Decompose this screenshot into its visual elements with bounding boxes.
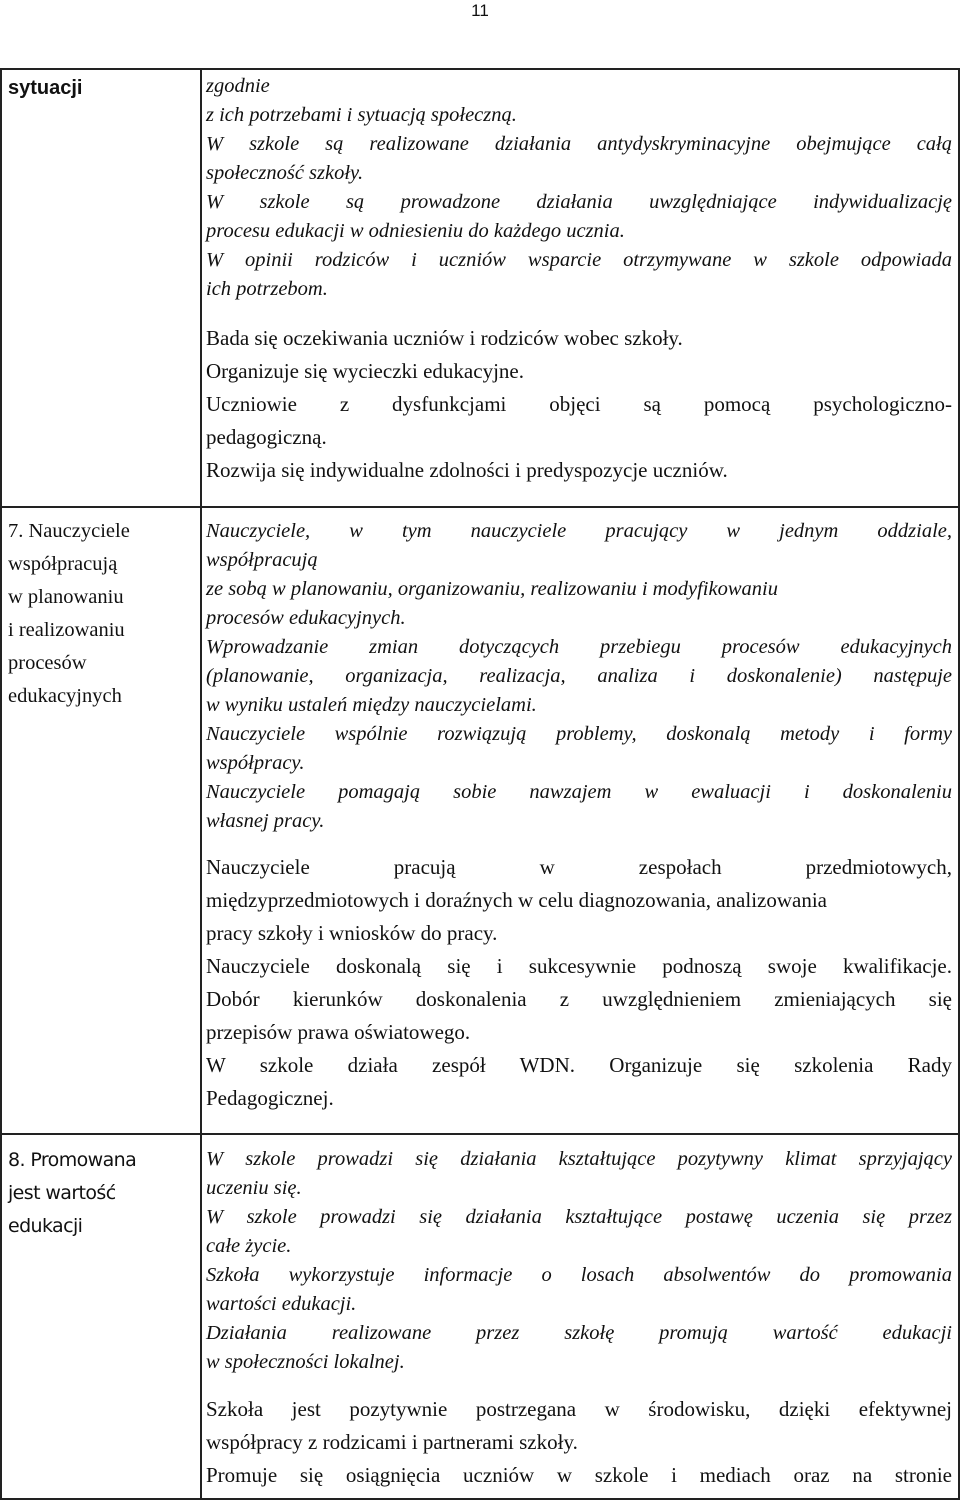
criterion-cell xyxy=(8,72,192,105)
criterion-line: 8. Promowana xyxy=(8,1149,137,1171)
row-divider xyxy=(2,1133,958,1135)
text-line: całe życie. xyxy=(206,1235,292,1257)
page-number: 11 xyxy=(471,1,489,20)
text-line: Nauczyciele wspólnie rozwiązują problemy, doskonalą metody i formy xyxy=(206,723,952,745)
text-line: W szkole działa zespół WDN. Organizuje się szkolenia Rady xyxy=(206,1053,952,1077)
text-line: Dobór kierunków doskonalenia z uwzględnieniem zmieniających się xyxy=(206,987,952,1011)
text-line: Nauczyciele pracują w zespołach przedmiotowych, xyxy=(206,855,952,879)
text-line: współpracują xyxy=(206,549,318,571)
text-line: Nauczyciele, w tym nauczyciele pracujący w jednym oddziale, xyxy=(206,520,952,542)
text-line: z ich potrzebami i sytuacją społeczną. xyxy=(206,104,517,126)
text-line: współpracy. xyxy=(206,752,305,774)
text-line: ich potrzebom. xyxy=(206,278,328,300)
text-line: W szkole prowadzi się działania kształtujące postawę uczenia się przez xyxy=(206,1206,952,1228)
evidence-block xyxy=(206,322,952,487)
text-line: społeczność szkoły. xyxy=(206,162,364,184)
text-line: ze sobą w planowaniu, organizowaniu, realizowaniu i modyfikowaniu xyxy=(206,578,778,600)
text-line: W szkole są prowadzone działania uwzględniające indywidualizację xyxy=(206,191,952,213)
text-line: współpracy z rodzicami i partnerami szkoły. xyxy=(206,1430,578,1454)
text-line: Pedagogicznej. xyxy=(206,1086,334,1110)
text-line: Bada się oczekiwania uczniów i rodziców wobec szkoły. xyxy=(206,326,683,350)
text-line: przepisów prawa oświatowego. xyxy=(206,1020,471,1044)
text-line: Organizuje się wycieczki edukacyjne. xyxy=(206,359,524,383)
text-line: Promuje się osiągnięcia uczniów w szkole i mediach oraz na stronie xyxy=(206,1463,952,1487)
text-line: Wprowadzanie zmian dotyczących przebiegu procesów edukacyjnych xyxy=(206,636,952,658)
text-line: Szkoła jest pozytywnie postrzegana w środowisku, dzięki efektywnej xyxy=(206,1397,952,1421)
text-line: w społeczności lokalnej. xyxy=(206,1351,405,1373)
text-line: Działania realizowane przez szkołę promują wartość edukacji xyxy=(206,1322,952,1344)
text-line: W szkole prowadzi się działania kształtujące pozytywny klimat sprzyjający xyxy=(206,1148,952,1170)
text-line: pedagogiczną. xyxy=(206,425,327,449)
text-line: w wyniku ustaleń między nauczycielami. xyxy=(206,694,537,716)
text-line: Rozwija się indywidualne zdolności i predyspozycje uczniów. xyxy=(206,458,728,482)
text-line: wartości edukacji. xyxy=(206,1293,357,1315)
text-line: W opinii rodziców i uczniów wsparcie otrzymywane w szkole odpowiada xyxy=(206,249,952,271)
text-line: (planowanie, organizacja, realizacja, analiza i doskonalenie) następuje xyxy=(206,665,952,687)
text-line: zgodnie xyxy=(206,75,270,97)
text-line: własnej pracy. xyxy=(206,810,325,832)
text-line: uczeniu się. xyxy=(206,1177,302,1199)
criterion-line: procesów xyxy=(8,652,87,674)
text-line: procesu edukacji w odniesieniu do każdego ucznia. xyxy=(206,220,625,242)
criterion-line: i realizowaniu xyxy=(8,619,125,641)
text-line: Uczniowie z dysfunkcjami objęci są pomocą psychologiczno- xyxy=(206,392,952,416)
expectation-block xyxy=(206,517,952,836)
text-line: pracy szkoły i wniosków do pracy. xyxy=(206,921,498,945)
text-line: międzyprzedmiotowych i doraźnych w celu diagnozowania, analizowania xyxy=(206,888,828,912)
criterion-line: jest wartość xyxy=(8,1182,116,1204)
criterion-line: współpracują xyxy=(8,553,118,575)
text-line: Szkoła wykorzystuje informacje o losach absolwentów do promowania xyxy=(206,1264,952,1286)
expectation-block xyxy=(206,72,952,304)
criterion-line: 7. Nauczyciele xyxy=(8,520,130,542)
column-divider xyxy=(200,70,202,1498)
evidence-block xyxy=(206,1393,952,1492)
row-divider xyxy=(2,506,958,508)
evidence-block xyxy=(206,851,952,1115)
text-line: Nauczyciele doskonalą się i sukcesywnie podnoszą swoje kwalifikacje. xyxy=(206,954,952,978)
criterion-line: sytuacji xyxy=(8,77,83,99)
text-line: Nauczyciele pomagają sobie nawzajem w ewaluacji i doskonaleniu xyxy=(206,781,952,803)
text-line: procesów edukacyjnych. xyxy=(206,607,406,629)
criterion-line: edukacyjnych xyxy=(8,685,122,707)
text-line: W szkole są realizowane działania antydyskryminacyjne obejmujące całą xyxy=(206,133,952,155)
criterion-cell xyxy=(8,515,192,713)
expectation-block xyxy=(206,1145,952,1377)
criterion-line: edukacji xyxy=(8,1215,83,1237)
criterion-cell xyxy=(8,1144,192,1243)
criterion-line: w planowaniu xyxy=(8,586,124,608)
